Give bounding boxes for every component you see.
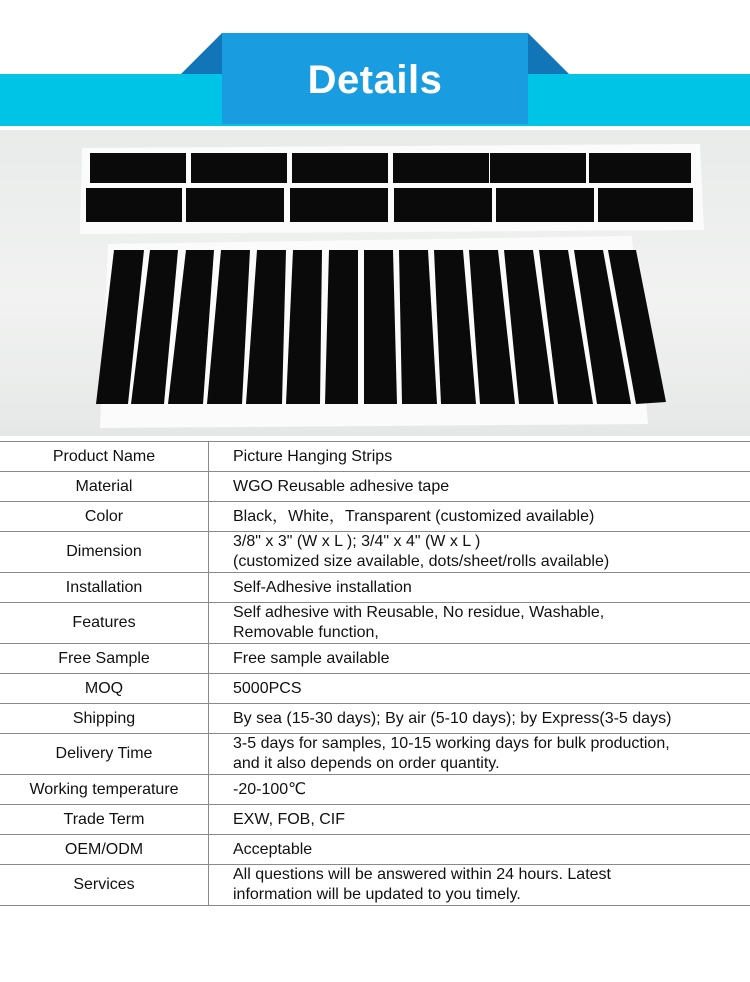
spec-value-line: (customized size available, dots/sheet/rolls available) xyxy=(233,553,610,570)
strips-illustration xyxy=(0,130,750,436)
spec-table xyxy=(0,441,750,906)
short-strip xyxy=(292,153,388,183)
spec-value: -20-100℃ xyxy=(209,775,750,805)
short-strip xyxy=(290,188,388,222)
spec-value-line: and it also depends on order quantity. xyxy=(233,755,500,772)
long-strip xyxy=(364,250,397,404)
table-row xyxy=(0,644,750,674)
spec-label: Material xyxy=(0,472,209,502)
spec-value-line: Self adhesive with Reusable, No residue, Washable, xyxy=(233,604,605,621)
details-banner xyxy=(0,0,750,130)
spec-value: Free sample available xyxy=(209,644,750,674)
spec-value: Black，White，Transparent (customized available) xyxy=(209,502,750,532)
spec-value: Picture Hanging Strips xyxy=(209,442,750,472)
table-row xyxy=(0,442,750,472)
table-row xyxy=(0,865,750,906)
table-row xyxy=(0,573,750,603)
spec-label: OEM/ODM xyxy=(0,835,209,865)
short-strip xyxy=(86,188,182,222)
short-strip xyxy=(90,153,186,183)
table-row xyxy=(0,775,750,805)
page-title: Details xyxy=(307,58,443,102)
short-strip xyxy=(393,153,489,183)
spec-label: Trade Term xyxy=(0,805,209,835)
short-strip xyxy=(589,153,691,183)
long-strip xyxy=(325,250,358,404)
spec-value xyxy=(209,532,750,573)
spec-value: Self-Adhesive installation xyxy=(209,573,750,603)
table-row xyxy=(0,472,750,502)
spec-label: MOQ xyxy=(0,674,209,704)
short-strip xyxy=(186,188,284,222)
short-strip xyxy=(191,153,287,183)
spec-label: Services xyxy=(0,865,209,906)
table-row xyxy=(0,603,750,644)
spec-value xyxy=(209,865,750,906)
short-strip xyxy=(394,188,492,222)
table-row xyxy=(0,502,750,532)
spec-value-line: information will be updated to you timely. xyxy=(233,886,521,903)
spec-label: Working temperature xyxy=(0,775,209,805)
spec-label: Free Sample xyxy=(0,644,209,674)
spec-value: WGO Reusable adhesive tape xyxy=(209,472,750,502)
table-row xyxy=(0,835,750,865)
table-row xyxy=(0,734,750,775)
table-row xyxy=(0,805,750,835)
product-photo xyxy=(0,130,750,436)
spec-value: Acceptable xyxy=(209,835,750,865)
spec-label: Features xyxy=(0,603,209,644)
spec-value: 5000PCS xyxy=(209,674,750,704)
spec-value: By sea (15-30 days); By air (5-10 days); by Express(3-5 days) xyxy=(209,704,750,734)
spec-value xyxy=(209,734,750,775)
table-row xyxy=(0,674,750,704)
spec-value-line: Removable function, xyxy=(233,624,379,641)
short-strip xyxy=(490,153,586,183)
table-row xyxy=(0,704,750,734)
spec-label: Installation xyxy=(0,573,209,603)
spec-value: EXW, FOB, CIF xyxy=(209,805,750,835)
spec-label: Dimension xyxy=(0,532,209,573)
spec-value-line: 3-5 days for samples, 10-15 working days for bulk production, xyxy=(233,735,670,752)
table-row xyxy=(0,532,750,573)
spec-label: Shipping xyxy=(0,704,209,734)
short-strip xyxy=(598,188,693,222)
spec-value xyxy=(209,603,750,644)
spec-value-line: 3/8" x 3" (W x L ); 3/4" x 4" (W x L ) xyxy=(233,533,481,550)
spec-label: Color xyxy=(0,502,209,532)
spec-label: Product Name xyxy=(0,442,209,472)
short-strip xyxy=(496,188,594,222)
spec-label: Delivery Time xyxy=(0,734,209,775)
spec-value-line: All questions will be answered within 24 hours. Latest xyxy=(233,866,611,883)
